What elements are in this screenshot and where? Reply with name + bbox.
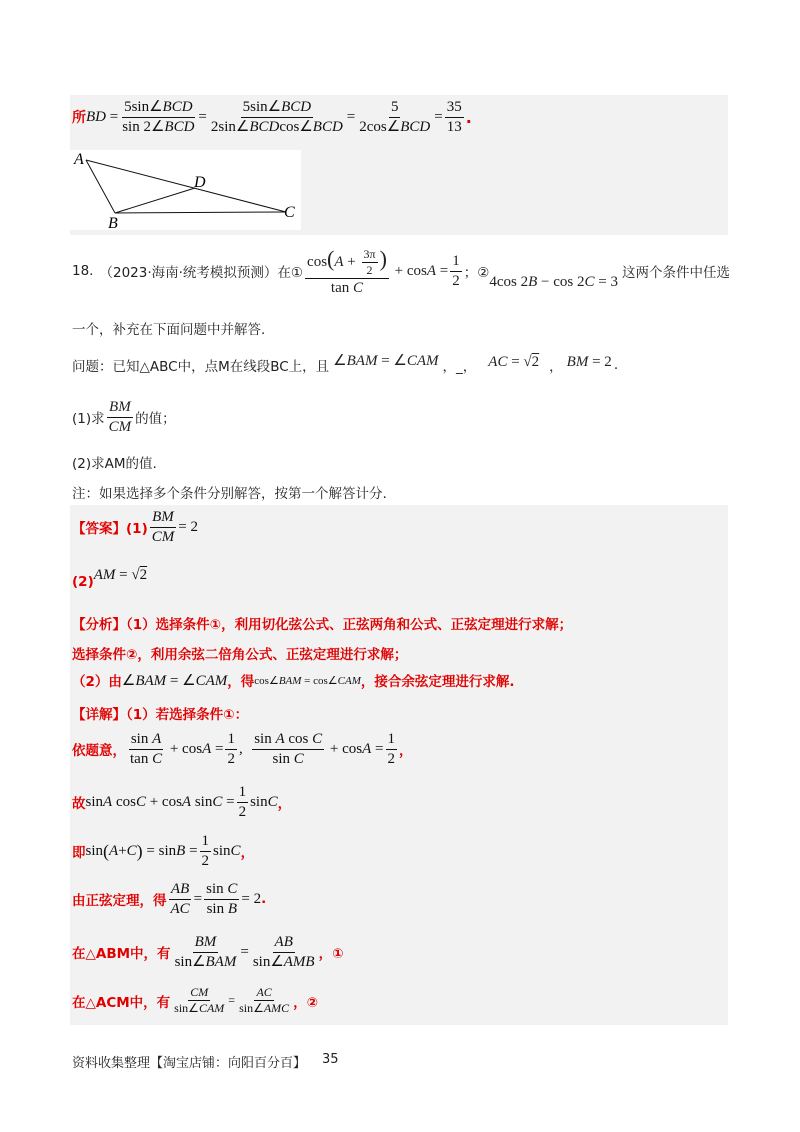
detail-l6-suffix: ，②	[293, 994, 319, 1011]
bd-expression: BD = $\frac{\text{5sin∠BCD}}{\text{sin 2∠BCD}}$ = $\frac{\text{5sin∠BCD}}{\text{2sin∠BCDcos∠BCD}}$ = $\frac{5}{\text{2cos∠BCD}}$ = $\frac{35}{13}$	[86, 99, 462, 135]
detail-line-1	[72, 730, 413, 769]
detail-l4-expr: $\frac{AB}{AC}$ = $\frac{\text{sin C}}{\text{sin B}}$ = 2	[170, 881, 262, 917]
note: 注：如果选择多个条件分别解答，按第一个解答计分.	[72, 486, 387, 502]
triangle-figure	[70, 150, 301, 230]
part1-suffix: 的值；	[135, 411, 176, 428]
answer-line-1	[72, 508, 198, 547]
answer-1: $\frac{BM}{CM}$ = 2	[151, 509, 198, 545]
detail-l5-prefix: 在△ABM中，有	[72, 946, 171, 963]
detail-l3-suffix: ，	[240, 845, 255, 862]
part-1	[72, 398, 176, 437]
problem-lead-tail: 这两个条件中任选	[622, 265, 730, 282]
bm-value: BM = 2	[566, 353, 612, 370]
detail-l6-expr: $\frac{CM}{\text{sin∠CAM}}$ = $\frac{AC}{\text{sin∠AMC}}$	[174, 985, 290, 1015]
detail-l3-prefix: 即	[72, 845, 86, 862]
detail-line-2	[72, 783, 291, 822]
detail-l5-expr: $\frac{BM}{\text{sin∠BAM}}$ = $\frac{AB}{\text{sin∠AMB}}$	[174, 934, 315, 970]
condition-2: 4cos 2B − cos 2C = 3	[489, 273, 618, 290]
suffix-text: .	[465, 107, 472, 127]
detail-l3-expr: sin ( A + C ) = sin B = $\frac{1}{2}$ sin C	[85, 833, 241, 869]
label-c: C	[284, 204, 295, 221]
ac-value: AC = √2	[488, 353, 540, 370]
bd-solution-line	[72, 98, 472, 137]
answer-line-2	[72, 560, 147, 590]
detail-line-5	[72, 933, 344, 972]
label-a: A	[74, 151, 84, 168]
answer-2: AM = √2	[93, 566, 148, 583]
part1-prefix: (1)求	[72, 411, 105, 428]
problem-question: 问题：已知△ABC中，点M在线段BC上，且 ∠BAM = ∠CAM ，_， AC = √2 ， BM = 2 .	[72, 352, 619, 375]
condition-separator: ；②	[463, 265, 490, 282]
detail-l2-expr: sin A cos C + cos A sin C = $\frac{1}{2}$ sin C	[85, 784, 278, 820]
page-number: 35	[322, 1052, 339, 1067]
analysis-line-1: 【分析】（1）选择条件①，利用切化弦公式、正弦两角和公式、正弦定理进行求解；	[72, 617, 573, 633]
prefix-text: 所	[72, 110, 86, 127]
label-d: D	[194, 174, 206, 191]
angle-condition: ∠BAM = ∠CAM	[333, 352, 439, 369]
analysis-cos-eq: cos∠BAM = cos∠CAM	[254, 674, 361, 687]
triangle-diagram	[70, 150, 301, 230]
detail-line-4	[72, 880, 266, 919]
detail-line-6	[72, 985, 318, 1016]
detail-l2-prefix: 故	[72, 796, 86, 813]
part-2: (2)求AM的值.	[72, 456, 157, 472]
analysis-3c: ，接合余弦定理进行求解.	[360, 674, 515, 690]
problem-number: 18.	[72, 263, 94, 280]
detail-line-3	[72, 832, 254, 871]
detail-l1-suffix: ，	[399, 743, 413, 760]
detail-l5-suffix: ，①	[318, 946, 344, 963]
detail-l4-prefix: 由正弦定理，得	[72, 893, 167, 910]
question-mid: ，_，	[442, 359, 477, 375]
detail-l6-prefix: 在△ACM中，有	[72, 994, 171, 1011]
problem-line-2: 一个，补充在下面问题中并解答.	[72, 322, 266, 338]
analysis-angle-eq: ∠BAM = ∠CAM	[121, 672, 228, 689]
detail-label: 【详解】（1）若选择条件①：	[72, 707, 249, 723]
footer-text: 资料收集整理【淘宝店铺：向阳百分百】	[72, 1056, 307, 1071]
condition-1: cos(A + $\frac{3\pi}{2}$ ) tan C + cos A = $\frac{1}{2}$	[307, 246, 460, 297]
detail-l2-suffix: ，	[277, 796, 292, 813]
answer-label: 【答案】(1)	[72, 521, 148, 538]
footer	[72, 1052, 339, 1071]
analysis-3b: ，得	[227, 674, 255, 690]
answer-label-2: (2)	[72, 574, 94, 590]
ratio-bm-cm: $\frac{BM}{CM}$	[108, 399, 132, 435]
detail-l4-suffix: .	[261, 891, 267, 908]
analysis-line-2: 选择条件②，利用余弦二倍角公式、正弦定理进行求解；	[72, 647, 408, 663]
question-prefix: 问题：已知△ABC中，点M在线段BC上，且	[72, 359, 330, 375]
detail-l1-expr: $\frac{\text{sin A}}{\text{tan C}}$ + cos A = $\frac{1}{2}$ , $\frac{\text{sin A cos C}}{\text{sin C}}$ + cos A = $\frac{1}{2}$	[130, 731, 396, 767]
label-b: B	[108, 215, 118, 230]
detail-l1-prefix: 依题意，	[72, 743, 126, 760]
problem-source: （2023·海南·统考模拟预测）	[99, 265, 278, 282]
problem-header	[72, 245, 732, 298]
analysis-3a: （2）由	[72, 674, 122, 690]
analysis-line-3	[72, 670, 515, 690]
problem-lead: 在①	[277, 265, 304, 282]
